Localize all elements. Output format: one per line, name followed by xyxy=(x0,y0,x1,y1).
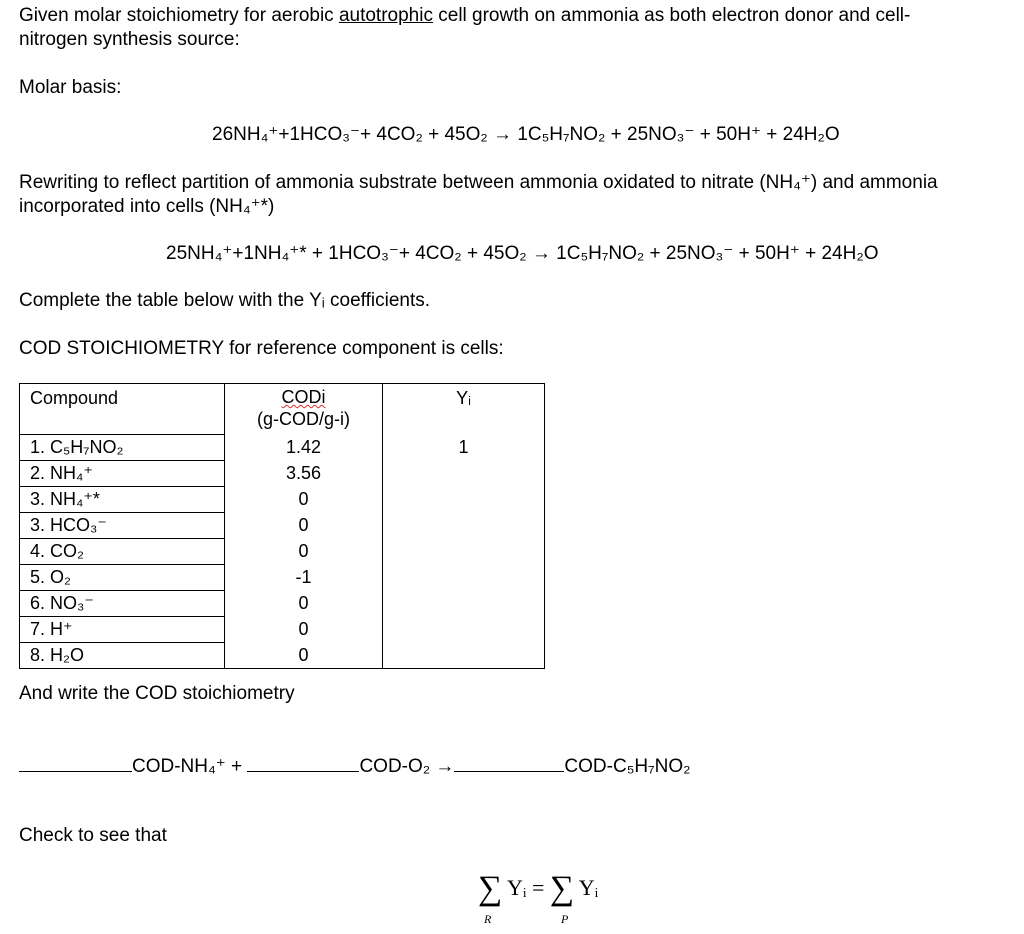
row-cod: -1 xyxy=(225,565,383,591)
header-compound: Compound xyxy=(20,384,225,435)
header-cod-line-1: CODi xyxy=(281,387,326,407)
header-y: Yᵢ xyxy=(383,384,545,435)
rewrite-line-2: incorporated into cells (NH₄⁺*) xyxy=(19,196,275,217)
table-row xyxy=(20,461,545,487)
row-y[interactable] xyxy=(383,617,545,643)
sum-sub-p: P xyxy=(561,912,569,926)
table-header-row xyxy=(20,384,545,435)
table-row xyxy=(20,565,545,591)
table-row xyxy=(20,435,545,461)
header-cod xyxy=(225,384,383,435)
sigma-right: ∑ xyxy=(549,870,575,907)
write-cod-label: And write the COD stoichiometry xyxy=(19,683,295,704)
row-cod: 0 xyxy=(225,617,383,643)
row-y[interactable] xyxy=(383,513,545,539)
row-cod: 0 xyxy=(225,539,383,565)
intro-line-1-end: cell growth on ammonia as both electron donor and cell- xyxy=(432,5,911,26)
rewrite-text xyxy=(19,171,938,219)
y-right: Yᵢ xyxy=(578,875,599,900)
row-y[interactable]: 1 xyxy=(383,435,545,461)
table-row xyxy=(20,513,545,539)
row-cod: 0 xyxy=(225,591,383,617)
row-y[interactable] xyxy=(383,461,545,487)
table-row xyxy=(20,643,545,669)
cod-term-cells: COD-C₅H₇NO₂ xyxy=(564,756,691,777)
row-compound: 3. HCO₃⁻ xyxy=(20,513,225,539)
row-compound: 7. H⁺ xyxy=(20,617,225,643)
row-cod: 0 xyxy=(225,513,383,539)
table-row xyxy=(20,591,545,617)
cod-equation xyxy=(19,753,690,778)
row-compound: 2. NH₄⁺ xyxy=(20,461,225,487)
sigma-left: ∑ xyxy=(478,870,503,907)
intro-line-1-start: Given molar stoichiometry for aerobic xyxy=(19,5,339,26)
row-cod: 3.56 xyxy=(225,461,383,487)
table-row xyxy=(20,539,545,565)
cod-heading: COD STOICHIOMETRY for reference component is cells: xyxy=(19,338,504,359)
check-label: Check to see that xyxy=(19,825,167,846)
cod-term-o2: COD-O₂ → xyxy=(359,756,455,777)
equation-2: 25NH₄⁺+1NH₄⁺* + 1HCO₃⁻+ 4CO₂ + 45O₂ → 1C₅H₇NO₂ + 25NO₃⁻ + 50H⁺ + 24H₂O xyxy=(166,243,879,264)
row-y[interactable] xyxy=(383,643,545,669)
blank-o2[interactable] xyxy=(247,753,359,772)
intro-text xyxy=(19,4,910,52)
row-y[interactable] xyxy=(383,487,545,513)
row-compound: 5. O₂ xyxy=(20,565,225,591)
row-compound: 8. H₂O xyxy=(20,643,225,669)
row-compound: 6. NO₃⁻ xyxy=(20,591,225,617)
row-compound: 3. NH₄⁺* xyxy=(20,487,225,513)
intro-line-2: nitrogen synthesis source: xyxy=(19,29,240,50)
sum-check-formula xyxy=(478,866,599,907)
header-cod-line-2: (g-COD/g-i) xyxy=(257,409,350,429)
row-cod: 0 xyxy=(225,643,383,669)
table-row xyxy=(20,617,545,643)
row-compound: 4. CO₂ xyxy=(20,539,225,565)
molar-basis-label: Molar basis: xyxy=(19,77,122,98)
instruction-table: Complete the table below with the Yᵢ coefficients. xyxy=(19,290,431,311)
rewrite-line-1: Rewriting to reflect partition of ammonia substrate between ammonia oxidated to nitrate (NH₄⁺) and ammonia xyxy=(19,172,938,193)
row-y[interactable] xyxy=(383,539,545,565)
row-cod: 1.42 xyxy=(225,435,383,461)
sum-sub-r: R xyxy=(484,912,492,926)
blank-nh4[interactable] xyxy=(19,753,132,772)
autotrophic-link[interactable]: autotrophic xyxy=(338,5,433,26)
table-row xyxy=(20,487,545,513)
equals-sign: = xyxy=(531,875,545,900)
cod-table xyxy=(19,383,545,669)
intro-line-1 xyxy=(19,4,910,28)
row-y[interactable] xyxy=(383,565,545,591)
row-y[interactable] xyxy=(383,591,545,617)
equation-1: 26NH₄⁺+1HCO₃⁻+ 4CO₂ + 45O₂ → 1C₅H₇NO₂ + 25NO₃⁻ + 50H⁺ + 24H₂O xyxy=(212,124,840,145)
blank-cells[interactable] xyxy=(454,753,564,772)
cod-term-nh4: COD-NH₄⁺ + xyxy=(132,756,243,777)
row-compound: 1. C₅H₇NO₂ xyxy=(20,435,225,461)
y-left: Yᵢ xyxy=(506,875,527,900)
row-cod: 0 xyxy=(225,487,383,513)
